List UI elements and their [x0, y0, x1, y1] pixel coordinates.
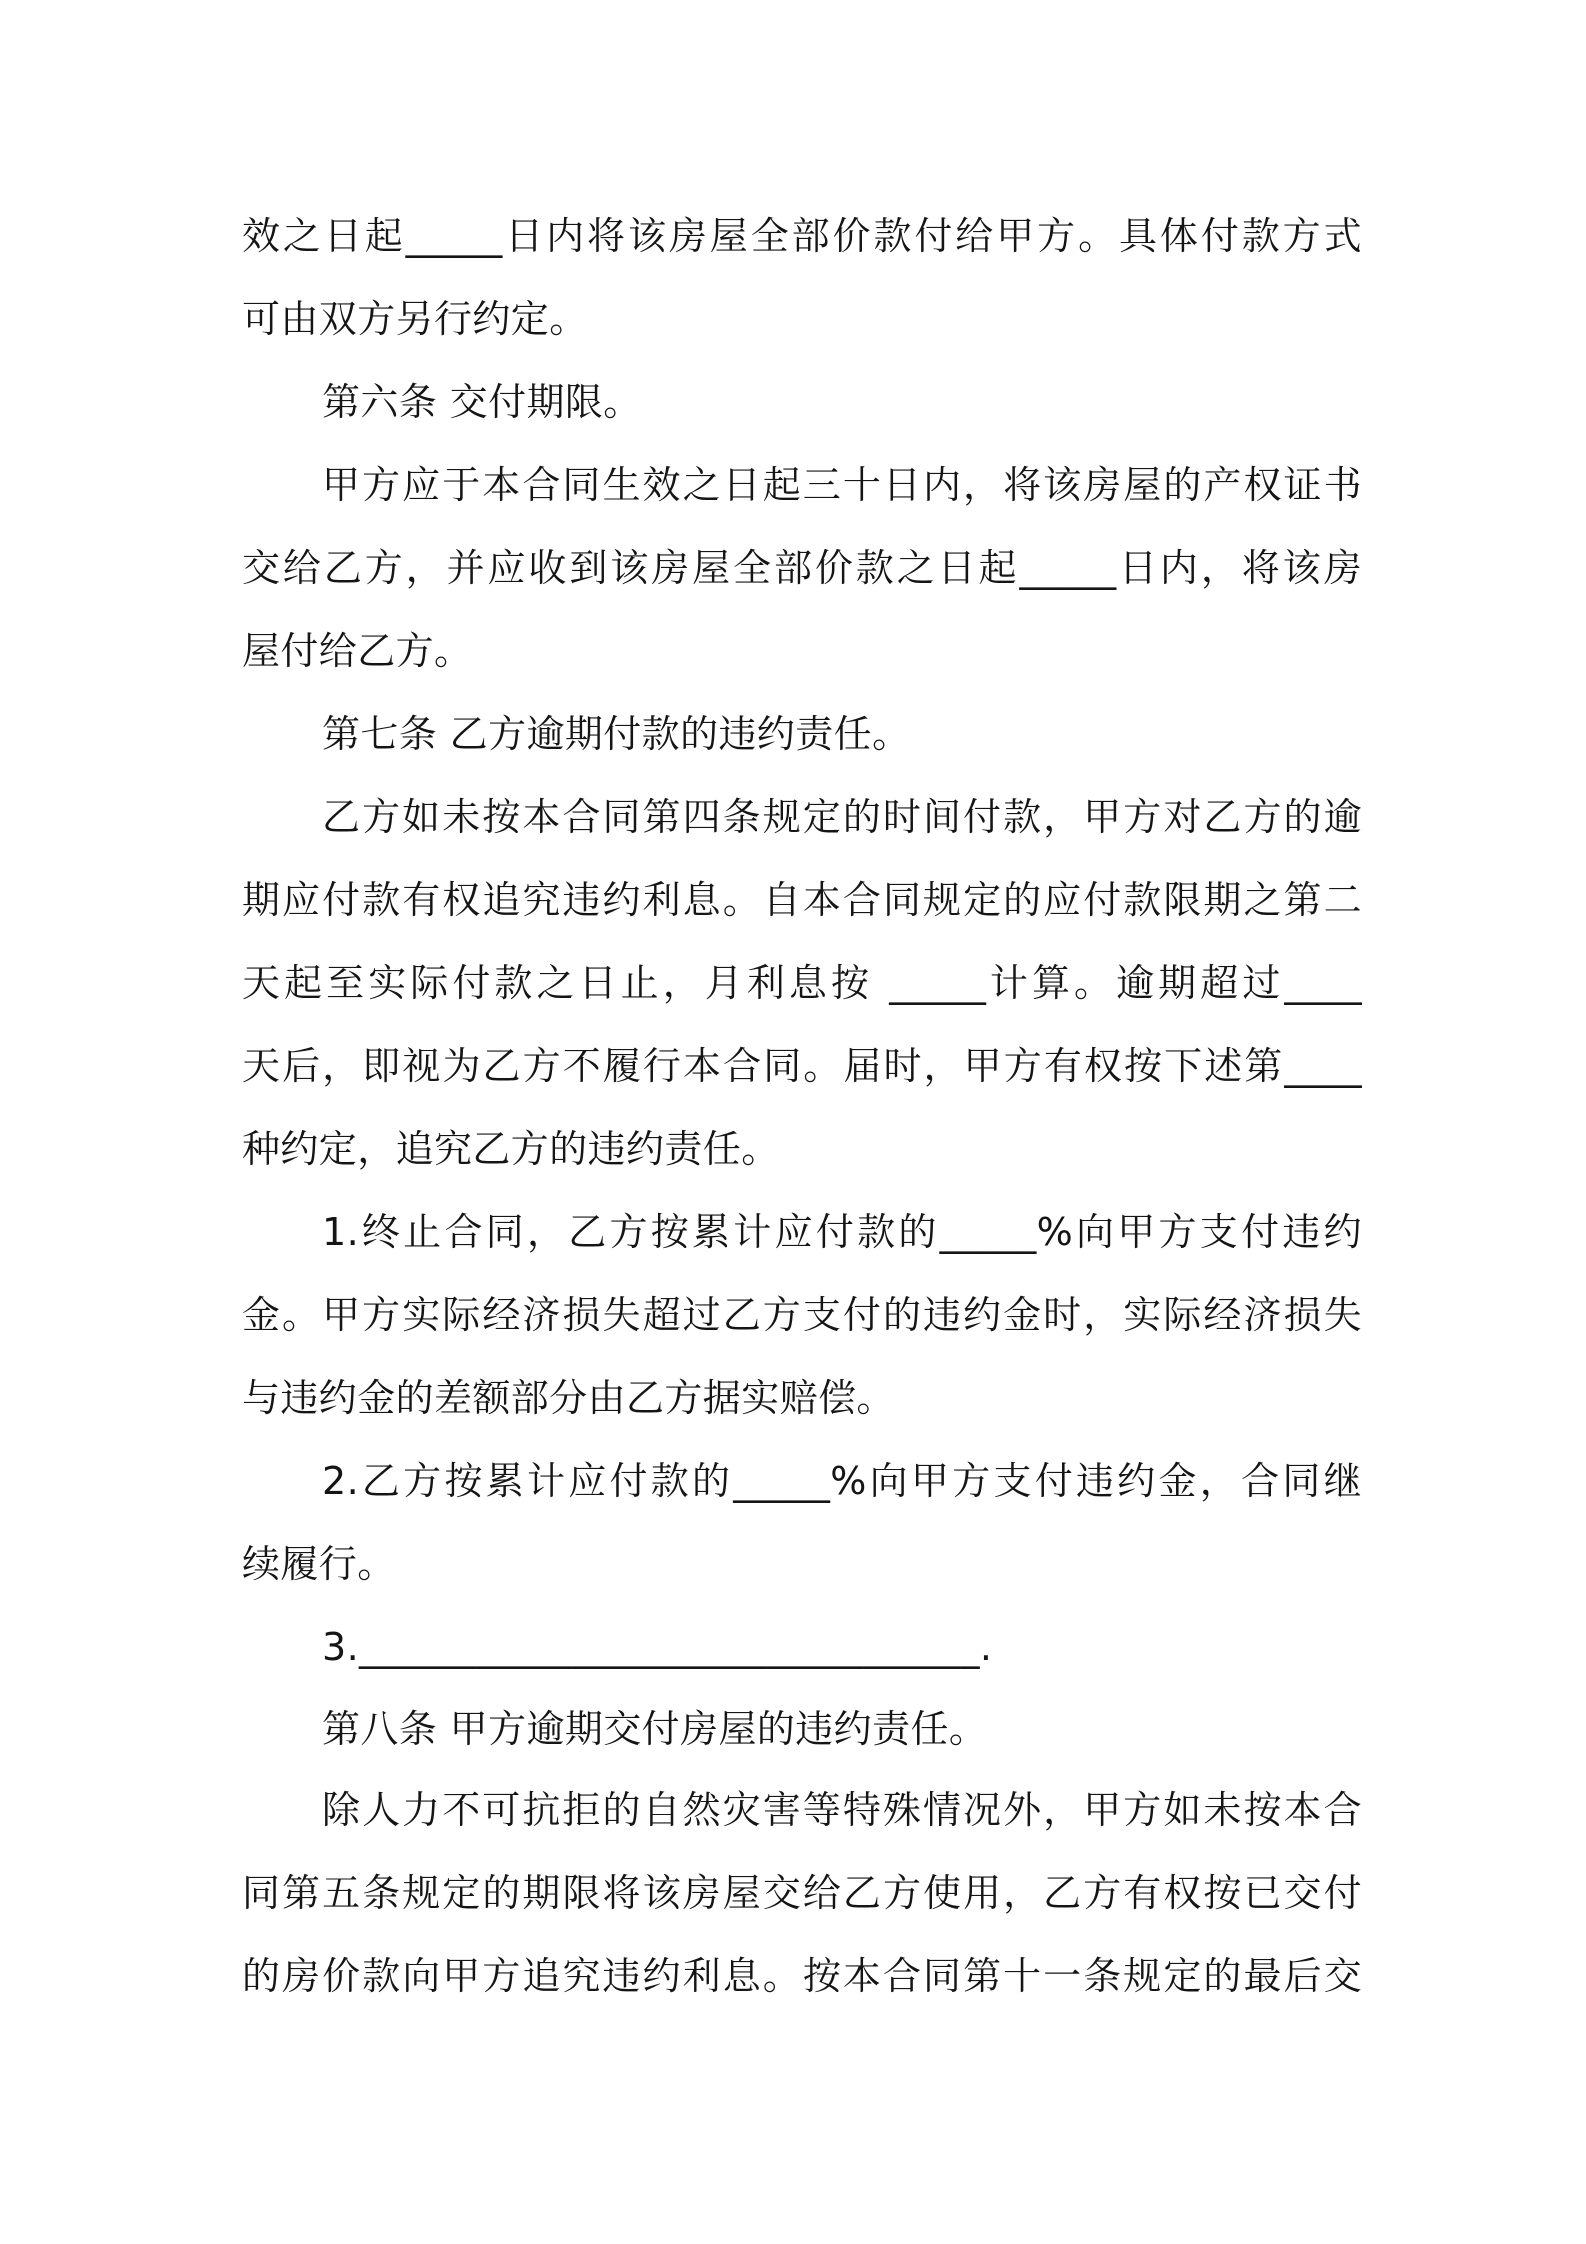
article-8-heading: 第八条 甲方逾期交付房屋的违约责任。 — [322, 1707, 988, 1751]
paragraph-line: 续履行。 — [242, 1542, 396, 1586]
paragraph-line: 金。甲方实际经济损失超过乙方支付的违约金时，实际经济损失 — [242, 1293, 1362, 1337]
paragraph-line: 效之日起_____日内将该房屋全部价款付给甲方。具体付款方式 — [242, 214, 1362, 258]
paragraph-line: 交给乙方，并应收到该房屋全部价款之日起_____日内，将该房 — [242, 546, 1362, 590]
paragraph-line: 屋付给乙方。 — [242, 629, 473, 673]
paragraph-line: 除人力不可抗拒的自然灾害等特殊情况外，甲方如未按本合 — [322, 1788, 1362, 1832]
paragraph-line: 种约定，追究乙方的违约责任。 — [242, 1127, 780, 1171]
article-6-heading: 第六条 交付期限。 — [322, 380, 642, 424]
paragraph-line: 天后，即视为乙方不履行本合同。届时，甲方有权按下述第____ — [242, 1044, 1362, 1088]
contract-text — [242, 195, 1362, 2018]
paragraph-line: 与违约金的差额部分由乙方据实赔偿。 — [242, 1376, 895, 1420]
paragraph-line: 天起至实际付款之日止，月利息按 _____计算。逾期超过____ — [242, 961, 1362, 1005]
paragraph-line: 期应付款有权追究违约利息。自本合同规定的应付款限期之第二 — [242, 878, 1362, 922]
paragraph-line: 可由双方另行约定。 — [242, 297, 588, 341]
list-item-3: 3.________________________________. — [322, 1625, 993, 1669]
list-item-1: 1.终止合同，乙方按累计应付款的_____%向甲方支付违约 — [322, 1210, 1362, 1254]
paragraph-line: 同第五条规定的期限将该房屋交给乙方使用，乙方有权按已交付 — [242, 1871, 1362, 1915]
paragraph-line: 乙方如未按本合同第四条规定的时间付款，甲方对乙方的逾 — [322, 795, 1362, 839]
paragraph-line: 的房价款向甲方追究违约利息。按本合同第十一条规定的最后交 — [242, 1954, 1362, 1998]
article-7-heading: 第七条 乙方逾期付款的违约责任。 — [322, 712, 911, 756]
paragraph-line: 甲方应于本合同生效之日起三十日内，将该房屋的产权证书 — [322, 463, 1362, 507]
list-item-2: 2.乙方按累计应付款的_____%向甲方支付违约金，合同继 — [322, 1459, 1362, 1503]
